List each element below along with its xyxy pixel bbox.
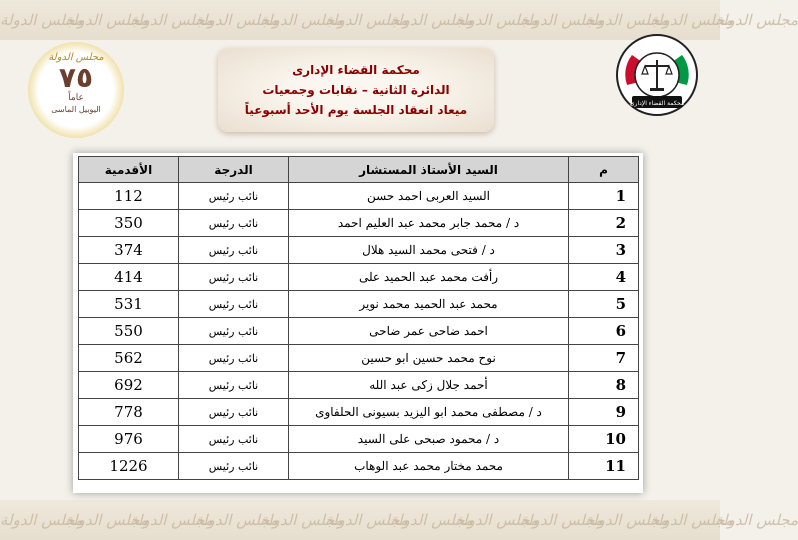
table-row xyxy=(79,426,639,453)
watermark-text: مجلس الدولة xyxy=(195,511,279,529)
jubilee-badge xyxy=(28,42,124,138)
row-number: 9 xyxy=(569,399,639,426)
table-row xyxy=(79,345,639,372)
table-row xyxy=(79,318,639,345)
judge-rank: نائب رئيس xyxy=(179,399,289,426)
watermark-text: مجلس الدولة xyxy=(585,11,669,29)
judge-rank: نائب رئيس xyxy=(179,183,289,210)
watermark-text: مجلس الدولة xyxy=(130,511,214,529)
table-row xyxy=(79,372,639,399)
watermark-text: مجلس الدولة xyxy=(325,511,409,529)
judge-name: رأفت محمد عبد الحميد على xyxy=(289,264,569,291)
badge-unit: عاماً xyxy=(68,93,84,103)
watermark-text: مجلس الدولة xyxy=(195,11,279,29)
table-header-row xyxy=(79,157,639,183)
row-number: 2 xyxy=(569,210,639,237)
badge-top-text: مجلس الدولة xyxy=(48,52,104,63)
watermark-text: مجلس الدولة xyxy=(390,11,474,29)
judge-seniority: 112 xyxy=(79,183,179,210)
row-number: 7 xyxy=(569,345,639,372)
watermark-text: مجلس الدولة xyxy=(260,11,344,29)
judge-rank: نائب رئيس xyxy=(179,210,289,237)
bottom-watermark-band xyxy=(0,500,798,540)
watermark-text: مجلس الدولة xyxy=(650,11,734,29)
table-row xyxy=(79,264,639,291)
judge-name: د / محمود صبحى على السيد xyxy=(289,426,569,453)
watermark-text: مجلس الدولة xyxy=(130,11,214,29)
session-schedule: ميعاد انعقاد الجلسة يوم الأحد أسبوعياً xyxy=(244,103,468,117)
judge-seniority: 1226 xyxy=(79,453,179,480)
judge-seniority: 976 xyxy=(79,426,179,453)
watermark-text: مجلس الدولة xyxy=(715,11,798,29)
judge-name: د / مصطفى محمد ابو اليزيد بسيونى الحلفاوى xyxy=(289,399,569,426)
watermark-text: مجلس الدولة xyxy=(390,511,474,529)
row-number: 4 xyxy=(569,264,639,291)
scales-of-justice-icon xyxy=(612,30,702,120)
judge-name: د / فتحى محمد السيد هلال xyxy=(289,237,569,264)
judge-seniority: 778 xyxy=(79,399,179,426)
judge-name: أحمد جلال زكى عبد الله xyxy=(289,372,569,399)
judge-rank: نائب رئيس xyxy=(179,453,289,480)
judge-rank: نائب رئيس xyxy=(179,426,289,453)
judge-name: محمد مختار محمد عبد الوهاب xyxy=(289,453,569,480)
judge-rank: نائب رئيس xyxy=(179,318,289,345)
row-number: 6 xyxy=(569,318,639,345)
table-row xyxy=(79,291,639,318)
court-name: محكمة القضاء الإدارى xyxy=(292,63,420,77)
watermark-text: مجلس الدولة xyxy=(455,511,539,529)
header-seniority: الأقدمية xyxy=(79,157,179,183)
row-number: 1 xyxy=(569,183,639,210)
judge-name: د / محمد جابر محمد عبد العليم احمد xyxy=(289,210,569,237)
watermark-text: مجلس الدولة xyxy=(715,511,798,529)
row-number: 11 xyxy=(569,453,639,480)
table-row xyxy=(79,237,639,264)
watermark-text: مجلس الدولة xyxy=(520,11,604,29)
row-number: 10 xyxy=(569,426,639,453)
watermark-text: مجلس الدولة xyxy=(325,11,409,29)
watermark-text: مجلس الدولة xyxy=(0,11,84,29)
judge-seniority: 562 xyxy=(79,345,179,372)
judge-name: احمد ضاحى عمر ضاحى xyxy=(289,318,569,345)
judge-rank: نائب رئيس xyxy=(179,237,289,264)
judge-seniority: 350 xyxy=(79,210,179,237)
judge-name: محمد عبد الحميد محمد نوير xyxy=(289,291,569,318)
judge-seniority: 531 xyxy=(79,291,179,318)
judge-rank: نائب رئيس xyxy=(179,345,289,372)
judge-rank: نائب رئيس xyxy=(179,372,289,399)
judge-rank: نائب رئيس xyxy=(179,291,289,318)
judge-name: السيد العربى احمد حسن xyxy=(289,183,569,210)
judge-seniority: 692 xyxy=(79,372,179,399)
badge-number: ٧٥ xyxy=(58,61,94,94)
table-row xyxy=(79,399,639,426)
watermark-text: مجلس الدولة xyxy=(455,11,539,29)
judge-rank: نائب رئيس xyxy=(179,264,289,291)
watermark-text: مجلس الدولة xyxy=(650,511,734,529)
circuit-name: الدائرة الثانية – نقابات وجمعيات xyxy=(262,83,450,97)
court-logo xyxy=(612,30,702,120)
watermark-text: مجلس الدولة xyxy=(0,511,84,529)
judge-seniority: 550 xyxy=(79,318,179,345)
badge-bottom-text: اليوبيل الماسى xyxy=(51,105,101,114)
header-rank: الدرجة xyxy=(179,157,289,183)
row-number: 8 xyxy=(569,372,639,399)
judges-table xyxy=(78,156,639,480)
table-row xyxy=(79,183,639,210)
row-number: 5 xyxy=(569,291,639,318)
court-header xyxy=(218,48,494,132)
watermark-text: مجلس الدولة xyxy=(520,511,604,529)
table-row xyxy=(79,453,639,480)
table-row xyxy=(79,210,639,237)
watermark-text: مجلس الدولة xyxy=(585,511,669,529)
header-name: السيد الأستاذ المستشار xyxy=(289,157,569,183)
watermark-text: مجلس الدولة xyxy=(65,11,149,29)
judge-seniority: 374 xyxy=(79,237,179,264)
watermark-text: مجلس الدولة xyxy=(65,511,149,529)
header-m: م xyxy=(569,157,639,183)
watermark-text: مجلس الدولة xyxy=(260,511,344,529)
judge-seniority: 414 xyxy=(79,264,179,291)
judges-table-container xyxy=(73,153,643,493)
row-number: 3 xyxy=(569,237,639,264)
judge-name: نوح محمد حسين ابو حسين xyxy=(289,345,569,372)
logo-caption: محكمة القضاء الإدارى xyxy=(629,100,685,107)
